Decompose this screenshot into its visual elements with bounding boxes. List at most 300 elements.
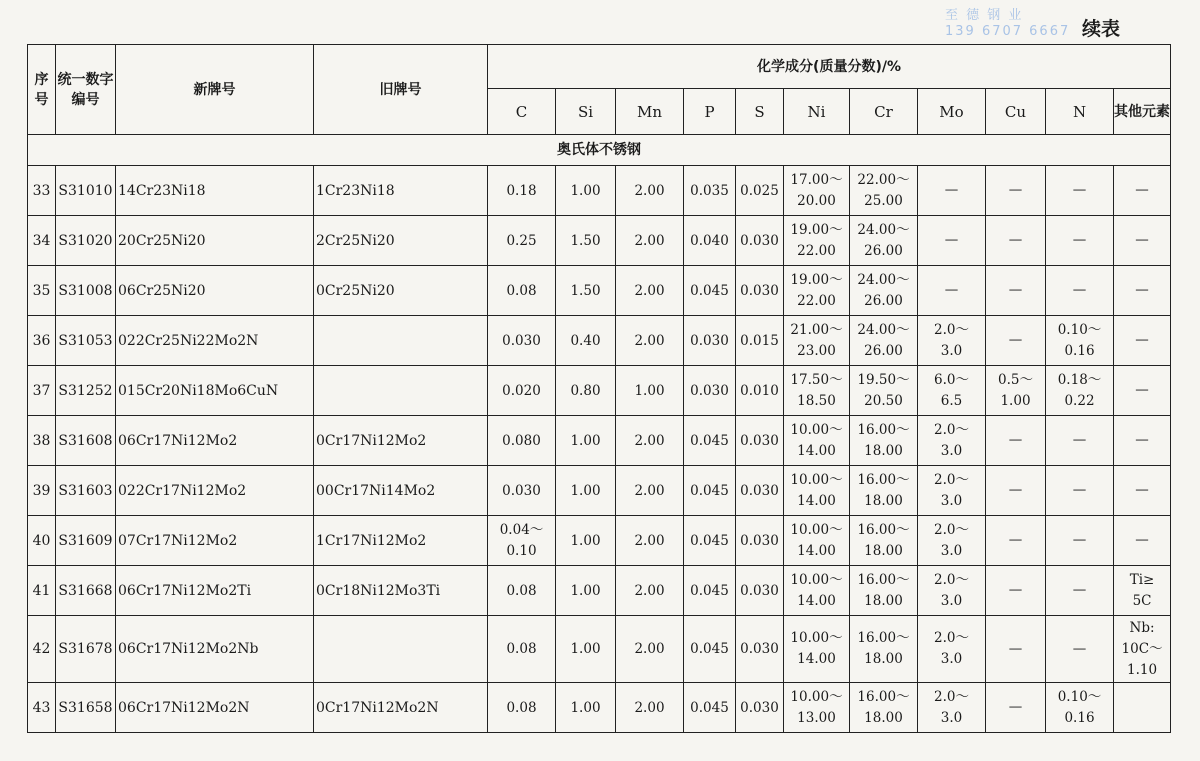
cell-value-line: 14.00 [797, 651, 836, 667]
cell-n [1046, 316, 1114, 366]
cell-value-line: 2.0～ [934, 471, 969, 488]
header-element-s: S [736, 89, 784, 135]
cell-value-line: 14.00 [797, 442, 836, 459]
cell-s: 0.025 [736, 166, 784, 216]
section-title: 奥氏体不锈钢 [28, 135, 1171, 166]
cell-value-line: Ti≥ [1129, 571, 1155, 588]
cell-value-line: 3.0 [940, 592, 963, 609]
watermark-company: 至 德 钢 业 [945, 8, 1024, 23]
table-row [28, 566, 1171, 616]
cell-mn: 1.00 [616, 366, 684, 416]
cell-mn: 2.00 [616, 166, 684, 216]
cell-value-line: 3.0 [940, 709, 963, 726]
cell-other [1114, 683, 1171, 733]
cell-value-line: 2.0～ [934, 630, 969, 646]
header-element-p: P [684, 89, 736, 135]
cell-value-line: — [1008, 182, 1023, 198]
cell-seq: 35 [28, 266, 56, 316]
cell-mo [918, 683, 986, 733]
cell-value-line: — [1135, 482, 1149, 498]
cell-value-line: 1.00 [1000, 392, 1031, 409]
table-row [28, 616, 1171, 683]
cell-old: 00Cr17Ni14Mo2 [314, 466, 488, 516]
cell-code: S31658 [56, 683, 116, 733]
cell-mo [918, 366, 986, 416]
cell-p: 0.040 [684, 216, 736, 266]
table-row [28, 416, 1171, 466]
cell-mn: 2.00 [616, 416, 684, 466]
cell-value-line: 10.00～ [790, 471, 843, 488]
cell-new: 06Cr17Ni12Mo2Ti [116, 566, 314, 616]
cell-mn: 2.00 [616, 616, 684, 683]
cell-seq: 38 [28, 416, 56, 466]
cell-seq: 39 [28, 466, 56, 516]
cell-value-line: — [944, 182, 959, 198]
table-row [28, 516, 1171, 566]
cell-value-line: 24.00～ [857, 221, 910, 238]
cell-ni [784, 366, 850, 416]
cell-value-line: 26.00 [864, 342, 903, 359]
table-row [28, 683, 1171, 733]
cell-other [1114, 416, 1171, 466]
cell-cr [850, 566, 918, 616]
cell-code: S31010 [56, 166, 116, 216]
cell-c: 0.18 [488, 166, 556, 216]
cell-cr [850, 616, 918, 683]
cell-c: 0.08 [488, 683, 556, 733]
cell-seq: 41 [28, 566, 56, 616]
cell-mn: 2.00 [616, 683, 684, 733]
cell-s: 0.030 [736, 416, 784, 466]
cell-value-line: 18.00 [864, 592, 903, 609]
cell-value-line: 14.00 [797, 542, 836, 559]
table-row [28, 316, 1171, 366]
cell-mn: 2.00 [616, 516, 684, 566]
cell-value-line: — [944, 232, 959, 248]
cell-cu [986, 416, 1046, 466]
cell-ni [784, 316, 850, 366]
cell-other [1114, 566, 1171, 616]
cell-seq: 36 [28, 316, 56, 366]
cell-p: 0.035 [684, 166, 736, 216]
cell-value-line: 3.0 [940, 442, 963, 459]
cell-value-line: 22.00 [797, 292, 836, 309]
cell-value-line: — [1072, 640, 1087, 657]
cell-ni [784, 616, 850, 683]
cell-cu [986, 366, 1046, 416]
cell-value-line: 10.00～ [790, 421, 843, 438]
cell-cu [986, 466, 1046, 516]
cell-ni [784, 216, 850, 266]
cell-value-line: 10C～ [1121, 640, 1163, 657]
cell-s: 0.030 [736, 216, 784, 266]
cell-value-line: 16.00～ [857, 630, 910, 646]
cell-value-line: 0.18～ [1057, 371, 1102, 388]
cell-p: 0.030 [684, 316, 736, 366]
header-unified-code: 统一数字编号 [56, 45, 116, 135]
cell-value-line: 3.0 [940, 342, 963, 359]
cell-mo [918, 266, 986, 316]
cell-mn: 2.00 [616, 466, 684, 516]
cell-value-line: Nb: [1129, 619, 1155, 636]
cell-s: 0.030 [736, 566, 784, 616]
cell-mo [918, 216, 986, 266]
cell-si: 1.00 [556, 566, 616, 616]
header-element-cu: Cu [986, 89, 1046, 135]
cell-ni [784, 466, 850, 516]
cell-value-line: — [1008, 232, 1023, 248]
cell-value-line: 3.0 [940, 651, 963, 667]
cell-value-line: — [1135, 432, 1149, 448]
cell-value-line: 2.0～ [934, 421, 969, 438]
cell-old: 0Cr17Ni12Mo2N [314, 683, 488, 733]
cell-p: 0.045 [684, 466, 736, 516]
cell-ni [784, 683, 850, 733]
cell-value-line: 14.00 [797, 592, 836, 609]
cell-new: 06Cr25Ni20 [116, 266, 314, 316]
cell-value-line: 0.16 [1064, 709, 1095, 726]
header-element-other: 其他元素 [1114, 89, 1171, 135]
cell-old: 0Cr25Ni20 [314, 266, 488, 316]
cell-p: 0.045 [684, 683, 736, 733]
cell-seq: 33 [28, 166, 56, 216]
cell-s: 0.010 [736, 366, 784, 416]
cell-mo [918, 516, 986, 566]
header-element-ni: Ni [784, 89, 850, 135]
cell-cr [850, 683, 918, 733]
cell-code: S31053 [56, 316, 116, 366]
cell-ni [784, 266, 850, 316]
cell-cr [850, 316, 918, 366]
cell-value-line: 0.22 [1064, 392, 1095, 409]
cell-value-line: — [944, 282, 959, 298]
cell-cu [986, 566, 1046, 616]
cell-old: 1Cr23Ni18 [314, 166, 488, 216]
cell-value-line: 0.10 [506, 542, 537, 559]
cell-c: 0.08 [488, 266, 556, 316]
cell-value-line: 2.0～ [934, 521, 969, 538]
cell-cu [986, 616, 1046, 683]
cell-value-line: 18.00 [864, 442, 903, 459]
cell-value-line: — [1135, 382, 1149, 398]
cell-c: 0.020 [488, 366, 556, 416]
cell-value-line: — [1008, 482, 1023, 498]
cell-other [1114, 216, 1171, 266]
cell-ni [784, 166, 850, 216]
cell-mn: 2.00 [616, 266, 684, 316]
cell-value-line: 6.0～ [934, 371, 969, 388]
cell-old: 0Cr18Ni12Mo3Ti [314, 566, 488, 616]
cell-value-line: 16.00～ [857, 521, 910, 538]
cell-value-line: 3.0 [940, 492, 963, 509]
cell-mo [918, 416, 986, 466]
cell-cu [986, 316, 1046, 366]
cell-c: 0.030 [488, 316, 556, 366]
cell-mo [918, 316, 986, 366]
cell-value-line: 0.10～ [1057, 688, 1102, 705]
header-element-mo: Mo [918, 89, 986, 135]
cell-old [314, 616, 488, 683]
cell-new: 06Cr17Ni12Mo2 [116, 416, 314, 466]
cell-p: 0.045 [684, 566, 736, 616]
cell-value-line: — [1008, 532, 1023, 548]
cell-value-line: 26.00 [864, 292, 903, 309]
cell-mo [918, 466, 986, 516]
cell-mo [918, 616, 986, 683]
cell-seq: 43 [28, 683, 56, 733]
cell-value-line: 0.10～ [1057, 321, 1102, 338]
cell-value-line: 24.00～ [857, 271, 910, 288]
cell-value-line: 13.00 [797, 709, 836, 726]
cell-mo [918, 566, 986, 616]
cell-c: 0.25 [488, 216, 556, 266]
table-row [28, 366, 1171, 416]
cell-value-line: 16.00～ [857, 471, 910, 488]
cell-value-line: 10.00～ [790, 571, 843, 588]
cell-c: 0.08 [488, 566, 556, 616]
composition-table [27, 44, 1171, 733]
cell-n [1046, 166, 1114, 216]
cell-mo [918, 166, 986, 216]
cell-value-line: — [1072, 482, 1087, 498]
cell-cu [986, 683, 1046, 733]
cell-other [1114, 466, 1171, 516]
cell-cr [850, 166, 918, 216]
cell-si: 1.00 [556, 166, 616, 216]
cell-value-line: 2.0～ [934, 688, 969, 705]
cell-n [1046, 683, 1114, 733]
cell-ni [784, 416, 850, 466]
header-element-n: N [1046, 89, 1114, 135]
table-row [28, 266, 1171, 316]
cell-value-line: 18.00 [864, 492, 903, 509]
cell-new: 07Cr17Ni12Mo2 [116, 516, 314, 566]
cell-p: 0.045 [684, 266, 736, 316]
cell-value-line: 16.00～ [857, 571, 910, 588]
watermark [945, 8, 1070, 40]
cell-n [1046, 516, 1114, 566]
continued-label: 续表 [1082, 18, 1121, 40]
cell-new: 14Cr23Ni18 [116, 166, 314, 216]
cell-value-line: 23.00 [797, 342, 836, 359]
header-element-mn: Mn [616, 89, 684, 135]
header-new-grade: 新牌号 [116, 45, 314, 135]
cell-value-line: — [1008, 332, 1023, 348]
cell-value-line: 19.00～ [790, 271, 843, 288]
cell-n [1046, 416, 1114, 466]
cell-value-line: 10.00～ [790, 630, 843, 646]
cell-p: 0.030 [684, 366, 736, 416]
watermark-phone: 139 6707 6667 [945, 24, 1071, 39]
cell-value-line: 18.00 [864, 709, 903, 726]
cell-code: S31252 [56, 366, 116, 416]
cell-s: 0.030 [736, 616, 784, 683]
cell-value-line: 0.04～ [499, 521, 544, 538]
cell-si: 0.40 [556, 316, 616, 366]
cell-si: 1.00 [556, 466, 616, 516]
cell-value-line: 0.5～ [998, 371, 1033, 388]
cell-n [1046, 216, 1114, 266]
cell-other [1114, 616, 1171, 683]
cell-other [1114, 516, 1171, 566]
cell-new: 022Cr25Ni22Mo2N [116, 316, 314, 366]
cell-value-line: 5C [1132, 592, 1152, 609]
cell-p: 0.045 [684, 516, 736, 566]
cell-p: 0.045 [684, 616, 736, 683]
cell-seq: 34 [28, 216, 56, 266]
cell-p: 0.045 [684, 416, 736, 466]
cell-value-line: 3.0 [940, 542, 963, 559]
cell-c [488, 516, 556, 566]
cell-n [1046, 366, 1114, 416]
cell-value-line: — [1072, 532, 1087, 548]
header-element-cr: Cr [850, 89, 918, 135]
header-composition: 化学成分(质量分数)/% [488, 45, 1171, 89]
cell-old: 0Cr17Ni12Mo2 [314, 416, 488, 466]
cell-value-line: 16.00～ [857, 421, 910, 438]
cell-c: 0.030 [488, 466, 556, 516]
cell-value-line: — [1135, 532, 1149, 548]
cell-value-line: — [1072, 282, 1087, 298]
cell-value-line: 0.16 [1064, 342, 1095, 359]
cell-seq: 40 [28, 516, 56, 566]
table-row [28, 466, 1171, 516]
cell-cr [850, 216, 918, 266]
cell-si: 1.00 [556, 516, 616, 566]
cell-mn: 2.00 [616, 316, 684, 366]
cell-code: S31609 [56, 516, 116, 566]
cell-other [1114, 366, 1171, 416]
cell-value-line: 17.00～ [790, 171, 843, 188]
cell-value-line: 16.00～ [857, 688, 910, 705]
cell-old: 1Cr17Ni12Mo2 [314, 516, 488, 566]
cell-new: 022Cr17Ni12Mo2 [116, 466, 314, 516]
cell-value-line: — [1072, 432, 1087, 448]
cell-s: 0.030 [736, 683, 784, 733]
cell-cr [850, 266, 918, 316]
cell-other [1114, 166, 1171, 216]
cell-value-line: 2.0～ [934, 571, 969, 588]
table-row [28, 166, 1171, 216]
cell-value-line: — [1008, 640, 1023, 657]
cell-c: 0.08 [488, 616, 556, 683]
cell-value-line: 6.5 [940, 392, 963, 409]
cell-other [1114, 316, 1171, 366]
cell-value-line: 22.00～ [857, 171, 910, 188]
cell-si: 1.00 [556, 416, 616, 466]
cell-cr [850, 366, 918, 416]
cell-value-line: — [1008, 282, 1023, 298]
cell-value-line: 17.50～ [790, 371, 843, 388]
cell-cu [986, 166, 1046, 216]
cell-value-line: — [1072, 182, 1087, 198]
cell-value-line: 19.00～ [790, 221, 843, 238]
cell-cr [850, 416, 918, 466]
cell-n [1046, 616, 1114, 683]
cell-value-line: — [1008, 582, 1023, 598]
cell-value-line: — [1072, 232, 1087, 248]
cell-value-line: 18.00 [864, 651, 903, 667]
cell-value-line: 22.00 [797, 242, 836, 259]
cell-old [314, 316, 488, 366]
cell-mn: 2.00 [616, 216, 684, 266]
cell-c: 0.080 [488, 416, 556, 466]
cell-value-line: — [1008, 432, 1023, 448]
cell-s: 0.030 [736, 266, 784, 316]
cell-value-line: — [1135, 332, 1149, 348]
cell-value-line: 1.10 [1126, 661, 1158, 678]
cell-value-line: 10.00～ [790, 688, 843, 705]
cell-si: 1.50 [556, 216, 616, 266]
cell-code: S31603 [56, 466, 116, 516]
cell-value-line: — [1072, 582, 1087, 598]
cell-other [1114, 266, 1171, 316]
cell-value-line: 18.00 [864, 542, 903, 559]
cell-value-line: 10.00～ [790, 521, 843, 538]
cell-cu [986, 266, 1046, 316]
cell-ni [784, 516, 850, 566]
cell-value-line: — [1135, 182, 1149, 198]
cell-value-line: 26.00 [864, 242, 903, 259]
cell-seq: 42 [28, 616, 56, 683]
cell-code: S31008 [56, 266, 116, 316]
cell-new: 06Cr17Ni12Mo2Nb [116, 616, 314, 683]
cell-old [314, 366, 488, 416]
cell-cr [850, 466, 918, 516]
header-seq: 序号 [28, 45, 56, 135]
cell-seq: 37 [28, 366, 56, 416]
cell-value-line: — [1135, 232, 1149, 248]
cell-value-line: 14.00 [797, 492, 836, 509]
header-element-c: C [488, 89, 556, 135]
cell-si: 1.00 [556, 683, 616, 733]
cell-new: 015Cr20Ni18Mo6CuN [116, 366, 314, 416]
cell-value-line: 19.50～ [857, 371, 910, 388]
cell-code: S31668 [56, 566, 116, 616]
cell-s: 0.015 [736, 316, 784, 366]
cell-n [1046, 466, 1114, 516]
cell-value-line: 25.00 [864, 192, 903, 209]
cell-value-line: 24.00～ [857, 321, 910, 338]
cell-n [1046, 566, 1114, 616]
cell-si: 1.00 [556, 616, 616, 683]
cell-value-line: 2.0～ [934, 321, 969, 338]
header-element-si: Si [556, 89, 616, 135]
cell-value-line: 18.50 [797, 392, 836, 409]
cell-code: S31678 [56, 616, 116, 683]
cell-si: 1.50 [556, 266, 616, 316]
cell-si: 0.80 [556, 366, 616, 416]
cell-s: 0.030 [736, 466, 784, 516]
cell-value-line: — [1008, 699, 1023, 715]
cell-cu [986, 516, 1046, 566]
cell-code: S31608 [56, 416, 116, 466]
cell-code: S31020 [56, 216, 116, 266]
table-row [28, 216, 1171, 266]
cell-mn: 2.00 [616, 566, 684, 616]
cell-s: 0.030 [736, 516, 784, 566]
cell-ni [784, 566, 850, 616]
cell-new: 06Cr17Ni12Mo2N [116, 683, 314, 733]
cell-value-line: — [1135, 282, 1149, 298]
cell-value-line: 21.00～ [790, 321, 843, 338]
cell-new: 20Cr25Ni20 [116, 216, 314, 266]
cell-cr [850, 516, 918, 566]
cell-value-line: 20.50 [864, 392, 903, 409]
cell-value-line: 20.00 [797, 192, 836, 209]
cell-cu [986, 216, 1046, 266]
header-old-grade: 旧牌号 [314, 45, 488, 135]
